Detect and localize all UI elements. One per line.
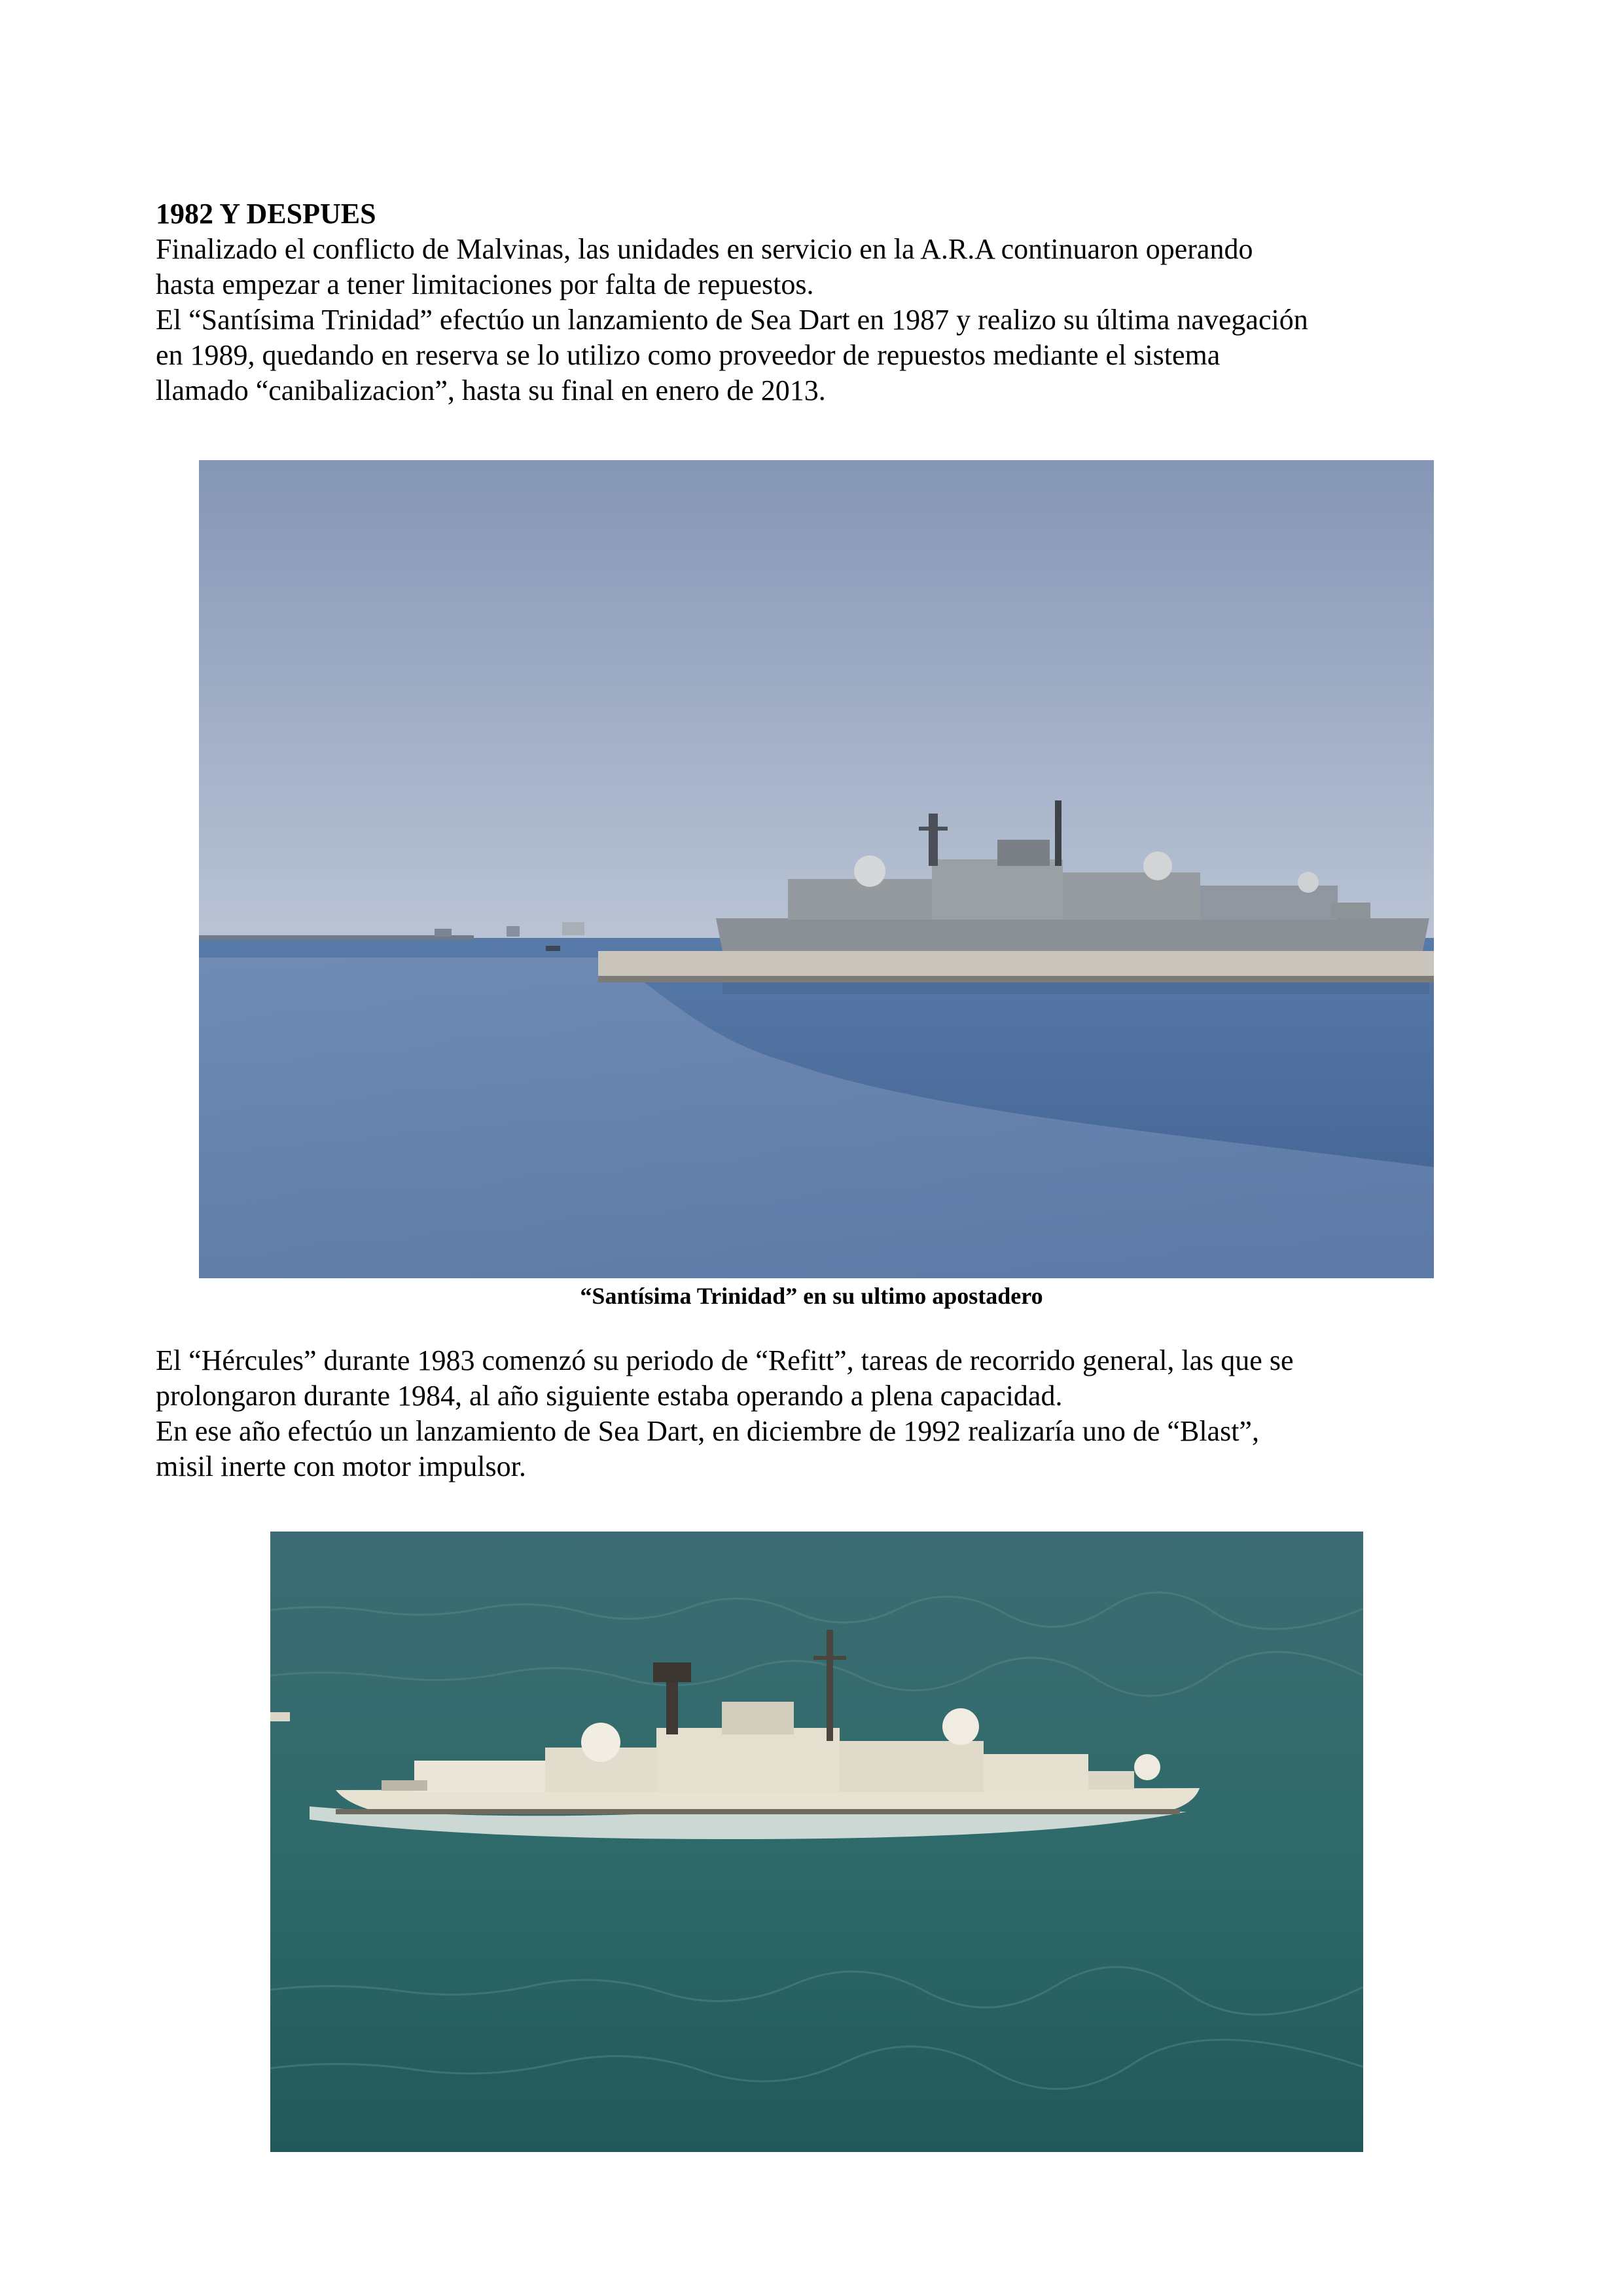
paragraph-line: llamado “canibalizacion”, hasta su final en enero de 2013. [156, 374, 826, 406]
section-hercules [156, 1343, 1478, 1484]
sea-photo-illustration [270, 1532, 1363, 2152]
photo-hercules [270, 1532, 1363, 2152]
paragraph-line: hasta empezar a tener limitaciones por falta de repuestos. [156, 268, 814, 300]
photo-santisima-trinidad [199, 460, 1434, 1278]
section-heading: 1982 Y DESPUES [156, 198, 376, 230]
paragraph-line: El “Hércules” durante 1983 comenzó su periodo de “Refitt”, tareas de recorrido general, las que se [156, 1344, 1294, 1376]
section-intro [156, 196, 1478, 408]
paragraph-line: En ese año efectúo un lanzamiento de Sea Dart, en diciembre de 1992 realizaría uno de “Blast”, [156, 1415, 1259, 1447]
paragraph-line: en 1989, quedando en reserva se lo utilizo como proveedor de repuestos mediante el sistema [156, 339, 1221, 371]
paragraph-line: Finalizado el conflicto de Malvinas, las unidades en servicio en la A.R.A continuaron operando [156, 233, 1253, 265]
harbor-photo-illustration [199, 460, 1434, 1278]
paragraph-line: El “Santísima Trinidad” efectúo un lanzamiento de Sea Dart en 1987 y realizo su última navegación [156, 304, 1308, 336]
paragraph-line: prolongaron durante 1984, al año siguiente estaba operando a plena capacidad. [156, 1380, 1063, 1412]
figure-caption: “Santísima Trinidad” en su ultimo apostadero [580, 1283, 1043, 1309]
paragraph-line: misil inerte con motor impulsor. [156, 1450, 526, 1482]
